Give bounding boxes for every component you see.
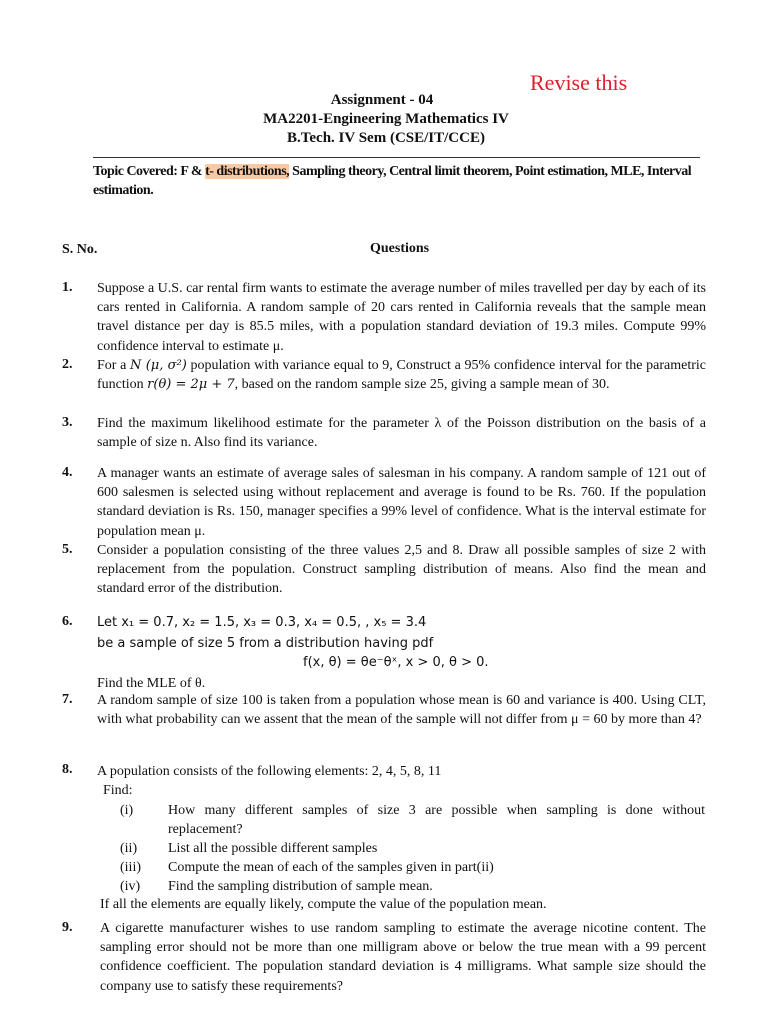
sub-part-text: Compute the mean of each of the samples given in part(ii) <box>168 860 494 875</box>
question-number: 3. <box>62 415 73 430</box>
question-text: A manager wants an estimate of average sales of salesman in his company. A random sample of 121 out of 600 salesmen is selected using without replacement and average is found to be Rs. 760. If the population standard deviation is Rs. 150, manager specifies a 99% level of confidence. What is the interval estimate for population mean μ. <box>97 466 706 539</box>
sub-part-label: (i) <box>120 803 134 818</box>
question-text: Find the MLE of θ. <box>97 676 206 691</box>
question-number: 6. <box>62 614 73 629</box>
course-title: MA2201-Engineering Mathematics IV <box>263 111 509 127</box>
question-text: A population consists of the following elements: 2, 4, 5, 8, 11 <box>97 764 442 779</box>
sub-part-label: (ii) <box>120 841 138 856</box>
sub-part-text: How many different samples of size 3 are possible when sampling is done without replacement? <box>168 803 705 837</box>
question-number: 1. <box>62 280 73 295</box>
pdf-formula: f(x, θ) = θe⁻θˣ, x > 0, θ > 0. <box>303 655 489 670</box>
question-number: 7. <box>62 692 73 707</box>
assignment-title: Assignment - 04 <box>330 92 434 108</box>
sub-part-text: Find the sampling distribution of sample mean. <box>168 879 433 894</box>
topic-highlight: t- distributions, <box>205 164 290 179</box>
question-number: 8. <box>62 762 73 777</box>
topics-covered <box>93 162 708 200</box>
sub-part-label: (iv) <box>120 879 141 894</box>
question-number: 5. <box>62 542 73 557</box>
revise-annotation: Revise this <box>530 70 628 95</box>
questions-header: Questions <box>370 241 430 256</box>
sno-header: S. No. <box>62 242 98 257</box>
question-text: Find: <box>103 783 133 798</box>
sub-part-label: (iii) <box>120 860 141 875</box>
question-number: 4. <box>62 465 73 480</box>
sub-part-text: List all the possible different samples <box>168 841 378 856</box>
question-text: Let x₁ = 0.7, x₂ = 1.5, x₃ = 0.3, x₄ = 0.5, , x₅ = 3.4 <box>97 615 427 630</box>
topic-rest: Sampling theory, Central limit theorem, Point estimation, MLE, Interval estimation. <box>93 164 692 198</box>
question-number: 2. <box>62 357 73 372</box>
question-text: be a sample of size 5 from a distribution having pdf <box>97 636 434 651</box>
header-divider <box>93 157 700 158</box>
question-text: Find the maximum likelihood estimate for the parameter λ of the Poisson distribution on the basis of a sample of size n. Also find its variance. <box>97 416 706 451</box>
question-text: A cigarette manufacturer wishes to use random sampling to estimate the average nicotine content. The sampling error should not be more than one milligram above or below the true mean with a 99 percent confidence coefficient. The population standard deviation is 4 milligrams. What sample size should the company use to satisfy these requirements? <box>100 921 706 994</box>
question-text: If all the elements are equally likely, compute the value of the population mean. <box>100 897 547 912</box>
math-normal-dist: N (μ, σ²) <box>130 358 187 373</box>
question-text: Suppose a U.S. car rental firm wants to estimate the average number of miles travelled per day by each of its cars rented in California. A random sample of 20 cars rented in California reveals that the sample mean travel distance per day is 85.5 miles, with a population standard deviation of 19.3 miles. Compute 99% confidence interval to estimate μ. <box>97 281 706 354</box>
topic-prefix: Topic Covered: F & <box>93 164 206 179</box>
math-parametric-function: r(θ) = 2μ + 7 <box>147 377 235 393</box>
question-number: 9. <box>62 920 73 935</box>
question-text: A random sample of size 100 is taken from a population whose mean is 60 and variance is 400. Using CLT, with what probability can we assent that the mean of the sample will not differ from μ = 60 by more than 4? <box>97 693 706 728</box>
question-text: Consider a population consisting of the three values 2,5 and 8. Draw all possible samples of size 2 with replacement from the population. Construct sampling distribution of means. Also find the mean and standard error of the distribution. <box>97 543 706 597</box>
program-title: B.Tech. IV Sem (CSE/IT/CCE) <box>287 130 485 146</box>
question-text: For a N (μ, σ²) population with variance equal to 9, Construct a 95% confidence interval for the parametric function r(θ) = 2μ + 7, based on the random sample size 25, giving a sample mean of 30. <box>97 358 706 393</box>
